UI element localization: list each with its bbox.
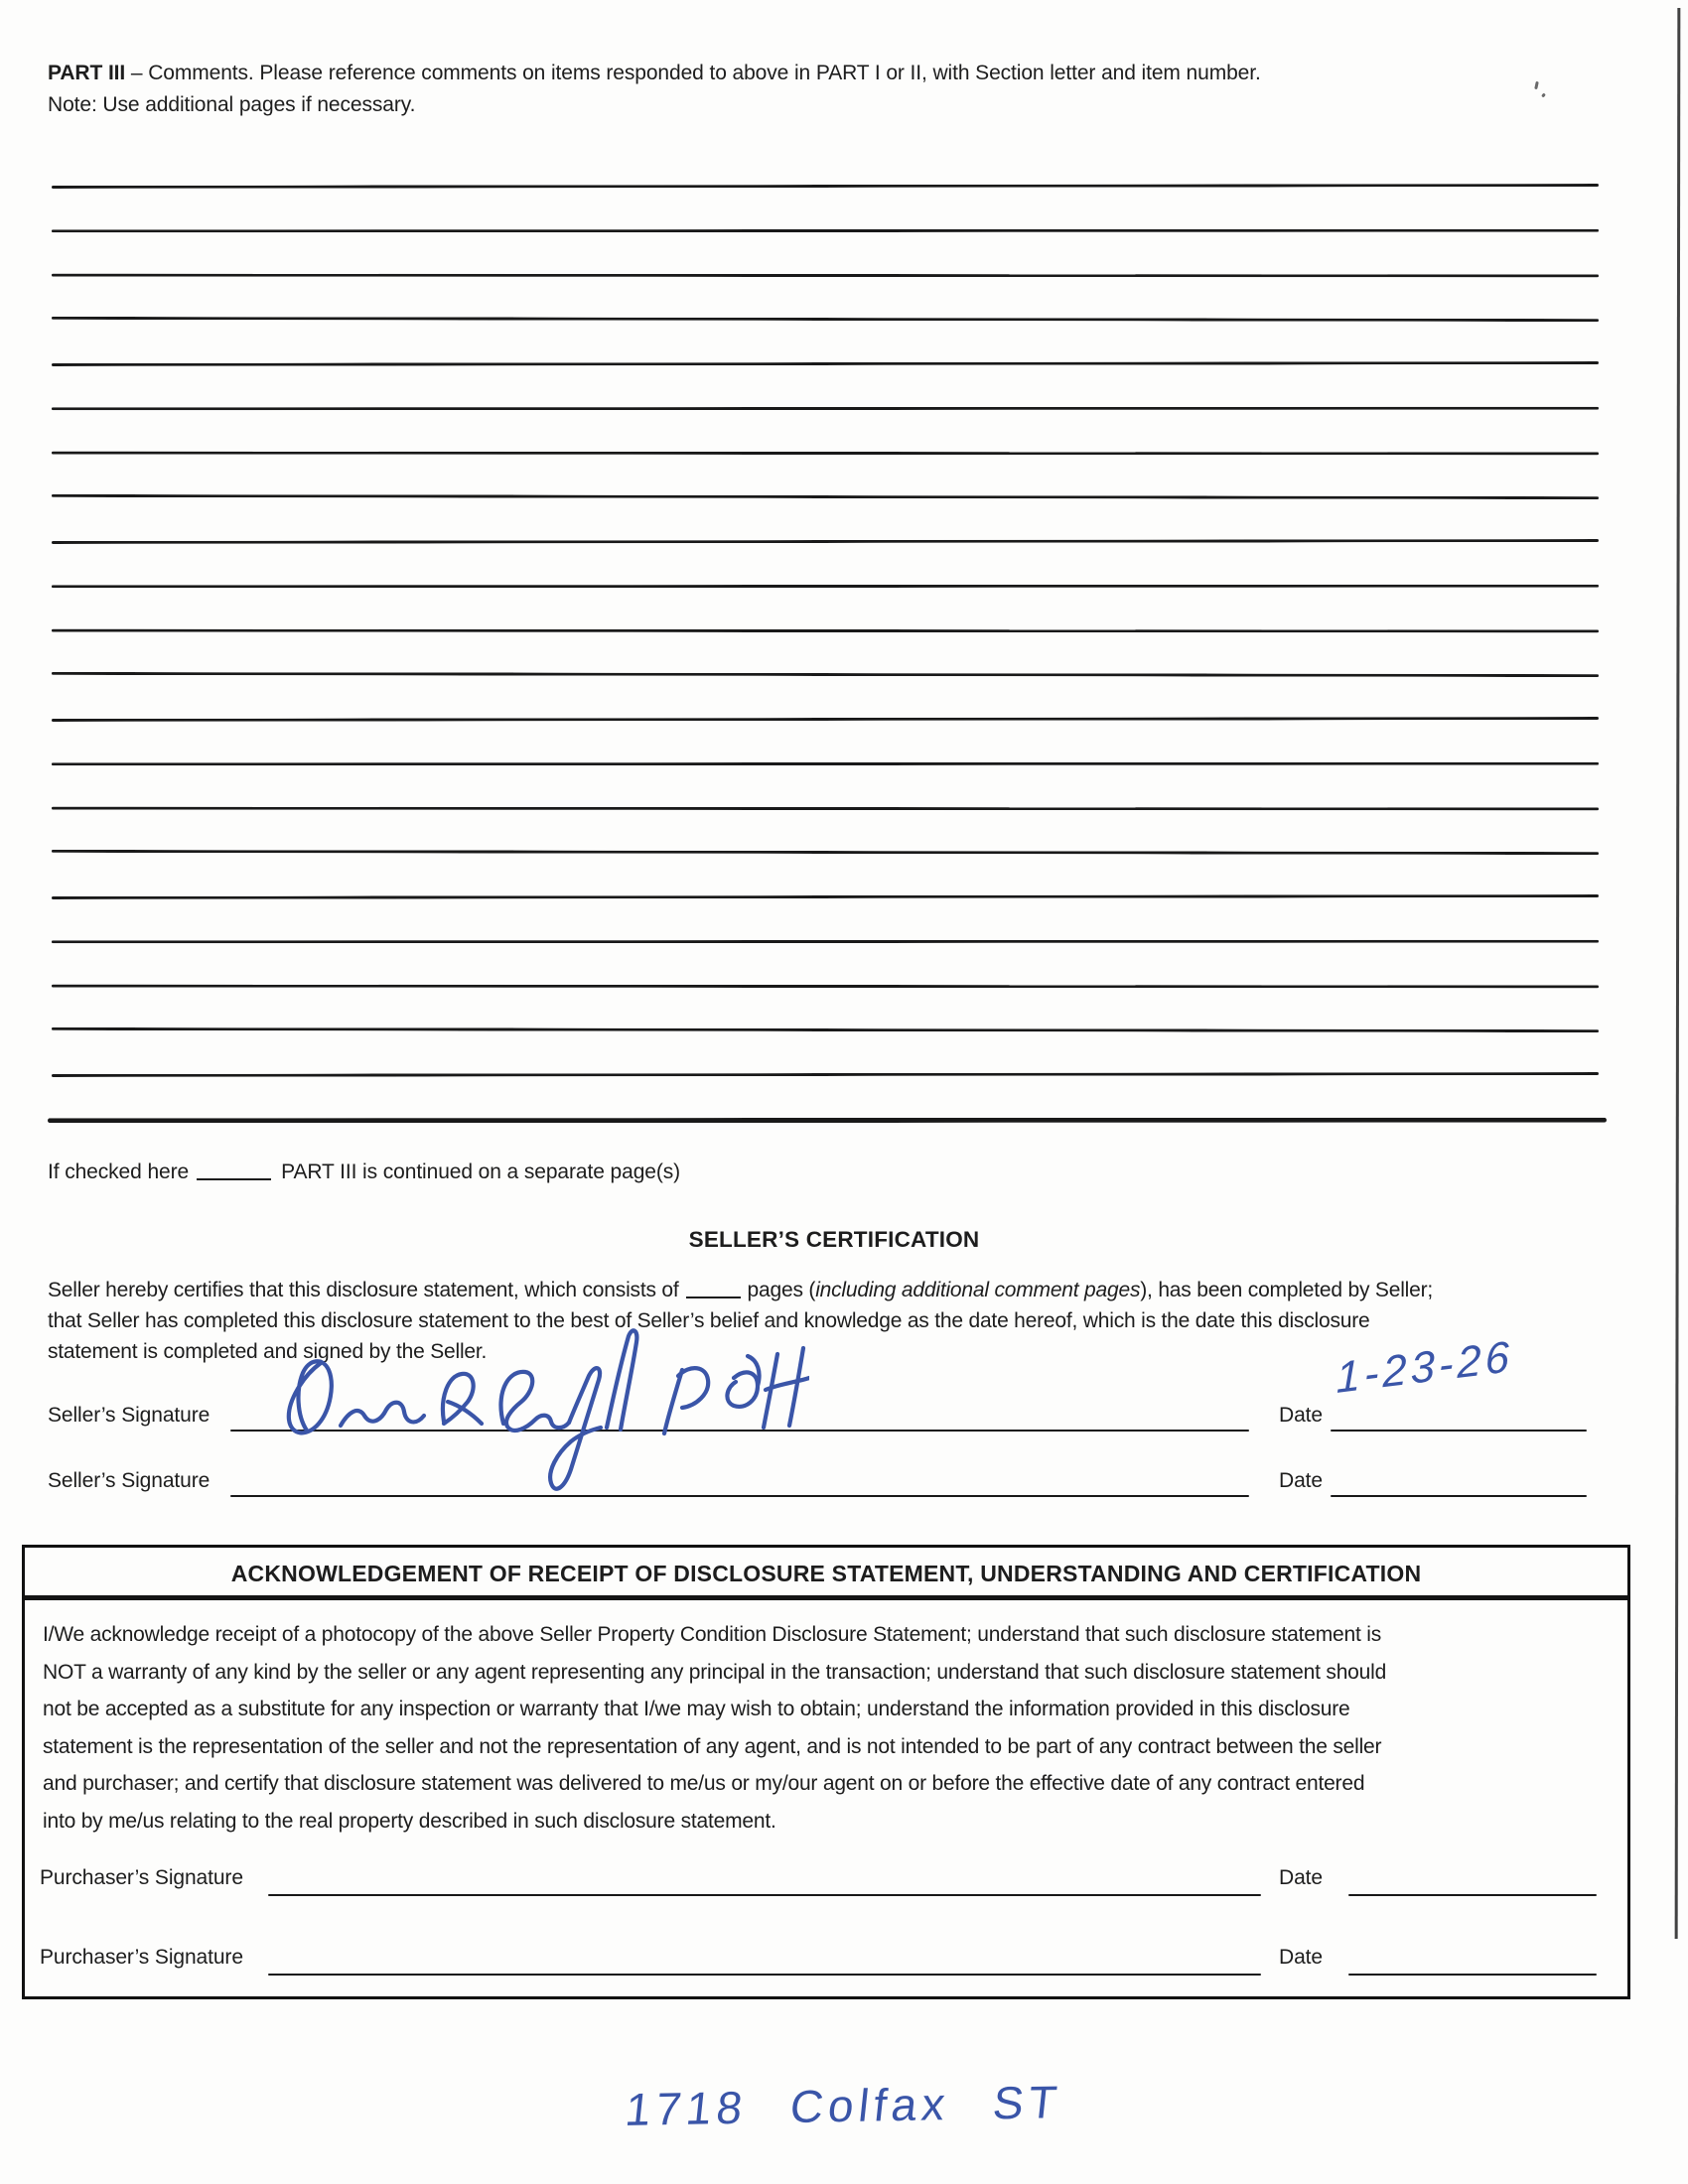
comment-line: [52, 940, 1599, 944]
purchaser-date-line-2: [1348, 1974, 1597, 1976]
cert-italic: including additional comment pages: [815, 1279, 1141, 1301]
comment-line: [52, 672, 1599, 677]
seller-date-line-1: [1331, 1430, 1587, 1432]
purchaser-date-line-1: [1348, 1894, 1597, 1896]
seller-date-line-2: [1331, 1495, 1587, 1497]
comment-line: [52, 317, 1599, 322]
ack-body-line: into by me/us relating to the real property described in such disclosure statement.: [43, 1809, 776, 1833]
scan-edge-artifact: [1675, 8, 1681, 1939]
purchaser-signature-label-2: Purchaser’s Signature: [40, 1946, 243, 1969]
comment-line: [52, 585, 1599, 589]
comment-line: [52, 184, 1599, 189]
comment-line: [52, 539, 1599, 544]
seller-date-label-2: Date: [1279, 1469, 1323, 1492]
comment-line: [52, 361, 1599, 366]
comment-line: [52, 762, 1599, 766]
comment-line: [52, 1027, 1599, 1032]
seller-handwritten-signature: [253, 1328, 809, 1492]
purchaser-signature-line-1: [268, 1894, 1261, 1896]
ack-body-line: NOT a warranty of any kind by the seller or any agent representing any principal in the transaction; understand that such disclosure statement should: [43, 1660, 1387, 1684]
comment-line: [52, 894, 1599, 899]
part3-heading-line1: [48, 58, 1636, 89]
signature-strokes: [253, 1328, 809, 1492]
purchaser-signature-line-2: [268, 1974, 1261, 1976]
comment-line: [52, 984, 1599, 988]
comment-line: [52, 850, 1599, 855]
comment-line: [52, 228, 1599, 232]
comment-line: [48, 1118, 1607, 1124]
cert-p2: pages (: [747, 1279, 816, 1301]
acknowledgement-body: [25, 1600, 1627, 1841]
comment-line: [52, 273, 1599, 277]
certification-paragraph-line1: [48, 1275, 1433, 1305]
comment-line: [52, 806, 1599, 810]
part3-heading: [48, 58, 1636, 121]
part3-note: Note: Use additional pages if necessary.: [48, 93, 416, 116]
pages-count-blank: [686, 1278, 741, 1298]
ack-body-line: not be accepted as a substitute for any inspection or warranty that I/we may wish to obtain; understand the information provided in this disclosure: [43, 1698, 1350, 1721]
seller-signature-label-2: Seller’s Signature: [48, 1469, 211, 1492]
comment-line: [52, 451, 1599, 455]
certification-paragraph-line2: that Seller has completed this disclosure statement to the best of Seller’s belief and knowledge as the date hereof, which is the date this disclosure: [48, 1309, 1370, 1332]
comment-line: [52, 494, 1599, 499]
purchaser-signature-label-1: Purchaser’s Signature: [40, 1866, 243, 1889]
seller-signature-label-1: Seller’s Signature: [48, 1404, 211, 1427]
seller-signature-line-2: [230, 1495, 1249, 1497]
part3-label: PART III: [48, 62, 126, 84]
comment-line: [52, 407, 1599, 411]
continuation-line: [48, 1160, 680, 1184]
handwritten-address: 1718 Colfax ST: [623, 2076, 1064, 2135]
comment-line: [52, 717, 1599, 722]
sellers-certification-title: SELLER’S CERTIFICATION: [688, 1227, 980, 1252]
cert-p1: Seller hereby certifies that this disclosure statement, which consists of: [48, 1279, 679, 1301]
acknowledgement-title: ACKNOWLEDGEMENT OF RECEIPT OF DISCLOSURE STATEMENT, UNDERSTANDING AND CERTIFICATION: [25, 1548, 1627, 1600]
cert-p3: ), has been completed by Seller;: [1140, 1279, 1434, 1301]
comment-line: [52, 1072, 1599, 1077]
seller-date-label-1: Date: [1279, 1404, 1323, 1427]
acknowledgement-box: [22, 1545, 1630, 1999]
ack-body-line: and purchaser; and certify that disclosure statement was delivered to me/us or my/our agent on or before the effective date of any contract entered: [43, 1772, 1365, 1796]
seller-handwritten-date: 1-23-26: [1336, 1331, 1514, 1403]
continuation-suffix: PART III is continued on a separate page(s): [281, 1160, 681, 1183]
comment-line: [52, 628, 1599, 632]
purchaser-date-label-2: Date: [1279, 1946, 1323, 1969]
continuation-check-blank: [197, 1160, 271, 1180]
part3-heading-text: – Comments. Please reference comments on items responded to above in PART I or II, with Section letter and item number.: [125, 62, 1261, 84]
certification-paragraph-line3: statement is completed and signed by the Seller.: [48, 1340, 488, 1363]
ack-body-line: I/We acknowledge receipt of a photocopy of the above Seller Property Condition Disclosure Statement; understand that such disclosure statement is: [43, 1623, 1382, 1646]
ack-body-line: statement is the representation of the seller and not the representation of any agent, and is not intended to be part of any contract between the seller: [43, 1734, 1382, 1758]
purchaser-date-label-1: Date: [1279, 1866, 1323, 1889]
continuation-prefix: If checked here: [48, 1160, 190, 1183]
